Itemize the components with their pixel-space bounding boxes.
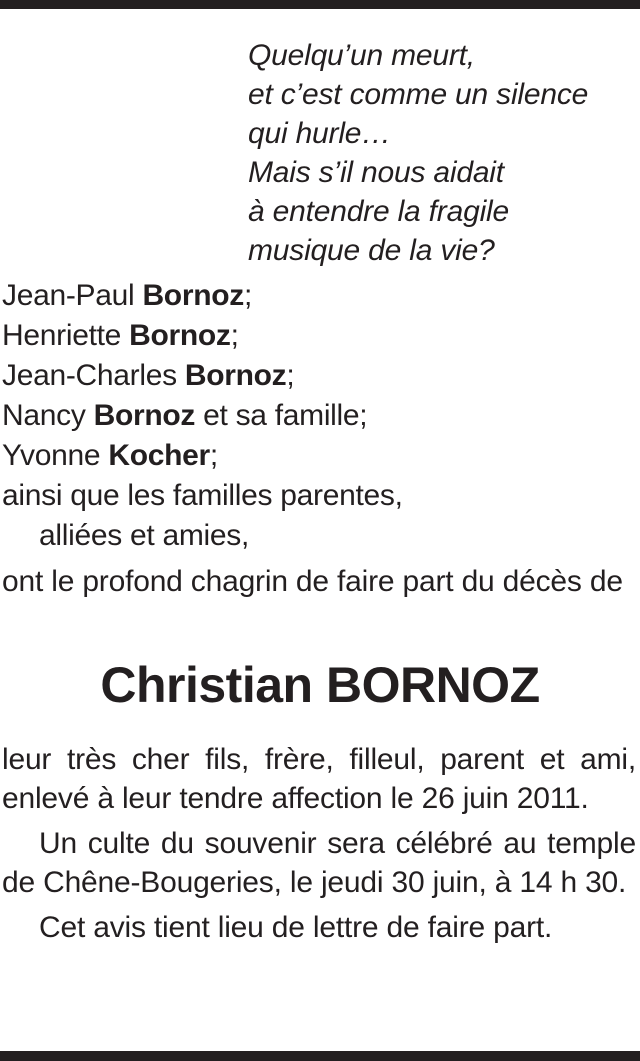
- announcement-text: ont le profond chagrin de faire part du décès de: [2, 565, 623, 598]
- poem-line: Mais s’il nous aidait: [248, 156, 504, 189]
- mourner-surname: Bornoz: [142, 279, 244, 312]
- poem-line: qui hurle…: [248, 117, 392, 150]
- bottom-border-rule: [0, 1051, 640, 1061]
- mourner-first-name: Henriette: [2, 319, 130, 352]
- mourners-list: [2, 276, 638, 556]
- poem-line: Quelqu’un meurt,: [248, 39, 475, 72]
- poem-line: musique de la vie?: [248, 234, 495, 267]
- mourner-first-name: Yvonne: [2, 439, 109, 472]
- poem-quote: [248, 36, 640, 270]
- deceased-name: Christian BORNOZ: [100, 657, 540, 713]
- poem-line: à entendre la fragile: [248, 195, 509, 228]
- mourner-suffix: et sa famille;: [195, 399, 368, 432]
- mourner-entry: [2, 396, 638, 436]
- description-paragraph: leur très cher fils, frère, filleul, parent et ami, enlevé à leur tendre affection le 26 juin 2011.: [2, 743, 636, 815]
- relatives-line: alliées et amies,: [39, 519, 249, 552]
- mourner-entry: [2, 356, 638, 396]
- mourner-surname: Kocher: [108, 439, 210, 472]
- ceremony-paragraph: Un culte du souvenir sera célébré au temple de Chêne-Bougeries, le jeudi 30 juin, à 14 h 30.: [2, 827, 636, 899]
- relatives-line: ainsi que les familles parentes,: [2, 479, 403, 512]
- mourner-surname: Bornoz: [184, 359, 287, 392]
- mourner-suffix: ;: [243, 279, 252, 312]
- mourner-surname: Bornoz: [129, 319, 231, 352]
- mourner-entry: [2, 316, 638, 356]
- mourner-suffix: ;: [286, 359, 295, 392]
- mourner-first-name: Jean-Charles: [2, 359, 185, 392]
- mourner-first-name: Nancy: [2, 399, 94, 432]
- notice-body: [2, 740, 636, 953]
- top-border-rule: [0, 0, 640, 9]
- mourner-entry: [2, 276, 638, 316]
- mourner-surname: Bornoz: [93, 399, 196, 432]
- closing-paragraph: Cet avis tient lieu de lettre de faire part.: [39, 911, 553, 944]
- mourner-suffix: ;: [230, 319, 239, 352]
- mourner-suffix: ;: [209, 439, 218, 472]
- mourner-entry: [2, 436, 638, 476]
- poem-line: et c’est comme un silence: [248, 78, 589, 111]
- mourner-first-name: Jean-Paul: [2, 279, 143, 312]
